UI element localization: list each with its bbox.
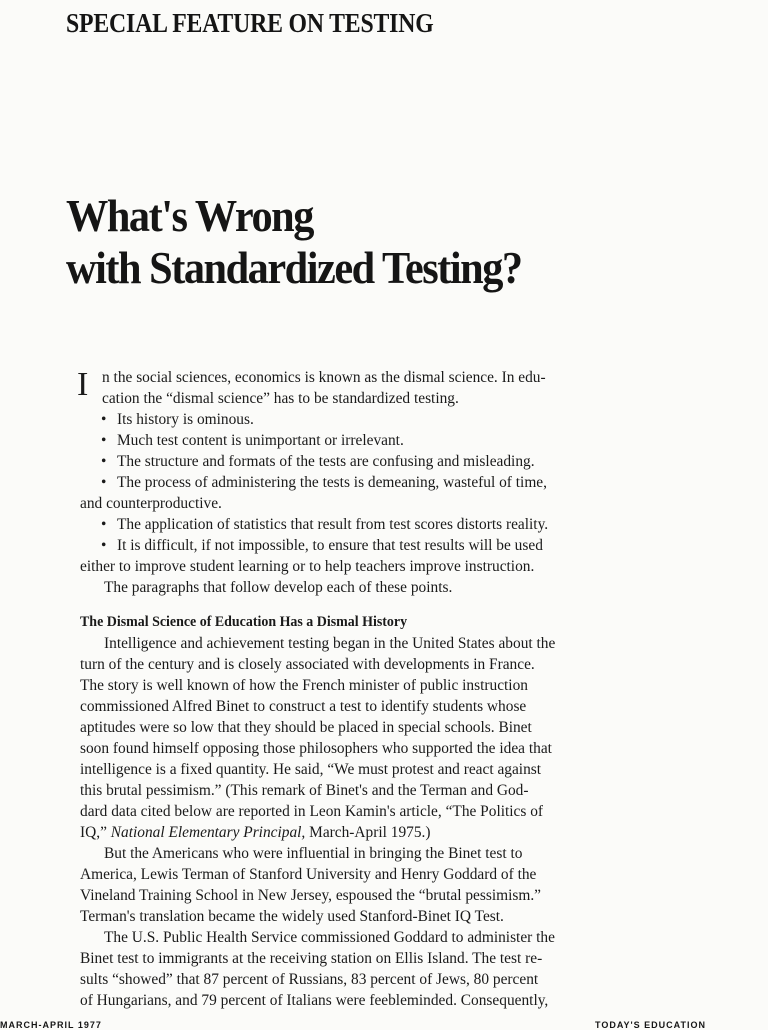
paragraph-line: Binet test to immigrants at the receiving station on Ellis Island. The test re- [80, 950, 543, 967]
bullet-item: • Its history is ominous. [80, 409, 680, 430]
paragraph-line: this brutal pessimism.” (This remark of Binet's and the Terman and God- [80, 782, 529, 799]
bullet-item: • The structure and formats of the tests are confusing and misleading. [80, 451, 680, 472]
bullet-item: • The process of administering the tests is demeaning, wasteful of time, [80, 472, 680, 493]
footer-publication: TODAY'S EDUCATION [595, 1020, 706, 1030]
paragraph-line: But the Americans who were influential in bringing the Binet test to [104, 845, 523, 862]
paragraph-line: intelligence is a fixed quantity. He said, “We must protest and react against [80, 761, 542, 778]
citation-journal: National Elementary Principal, [110, 824, 306, 841]
paragraph-line: Intelligence and achievement testing began in the United States about the [104, 635, 556, 652]
article-headline [66, 190, 692, 294]
paragraph-line: dard data cited below are reported in Leon Kamin's article, “The Politics of [80, 803, 544, 820]
bullet-item: • Much test content is unimportant or irrelevant. [80, 430, 680, 451]
intro-closing: The paragraphs that follow develop each of these points. [104, 579, 453, 596]
intro-text: n the social sciences, economics is known as the dismal science. In edu- [102, 369, 546, 386]
headline-line-2: with Standardized Testing? [66, 242, 522, 293]
citation-text: IQ,” [80, 824, 111, 841]
paragraph-line: commissioned Alfred Binet to construct a test to identify students whose [80, 698, 527, 715]
section-paragraphs [80, 633, 680, 1011]
headline-line-1: What's Wrong [66, 190, 313, 241]
paragraph-line: Terman's translation became the widely used Stanford-Binet IQ Test. [80, 908, 504, 925]
bullet-item: • It is difficult, if not impossible, to ensure that test results will be used [80, 535, 680, 556]
paragraph-line: of Hungarians, and 79 percent of Italians were feebleminded. Consequently, [80, 992, 549, 1009]
paragraph-line: aptitudes were so low that they should be placed in special schools. Binet [80, 719, 532, 736]
paragraph-line: soon found himself opposing those philosophers who supported the idea that [80, 740, 552, 757]
footer-date: MARCH-APRIL 1977 [0, 1020, 102, 1030]
intro-line: cation the “dismal science” has to be standardized testing. [102, 390, 459, 407]
bullet-continuation: either to improve student learning or to help teachers improve instruction. [80, 558, 535, 575]
paragraph-line [80, 822, 680, 843]
paragraph-line: turn of the century and is closely associated with developments in France. [80, 656, 535, 673]
drop-cap: I [77, 366, 89, 403]
article-body [77, 366, 680, 1011]
intro-block [77, 366, 680, 598]
bullet-continuation: and counterproductive. [80, 495, 222, 512]
paragraph-line: The story is well known of how the French minister of public instruction [80, 677, 528, 694]
section-header: SPECIAL FEATURE ON TESTING [66, 8, 434, 38]
paragraph-line: The U.S. Public Health Service commissioned Goddard to administer the [104, 929, 555, 946]
paragraph-line: sults “showed” that 87 percent of Russians, 83 percent of Jews, 80 percent [80, 971, 539, 988]
paragraph-line: Vineland Training School in New Jersey, espoused the “brutal pessimism.” [80, 887, 542, 904]
citation-date: March-April 1975.) [305, 824, 431, 841]
bullet-item: • The application of statistics that result from test scores distorts reality. [80, 514, 680, 535]
section-subheading: The Dismal Science of Education Has a Dismal History [80, 614, 408, 630]
paragraph-line: America, Lewis Terman of Stanford University and Henry Goddard of the [80, 866, 537, 883]
